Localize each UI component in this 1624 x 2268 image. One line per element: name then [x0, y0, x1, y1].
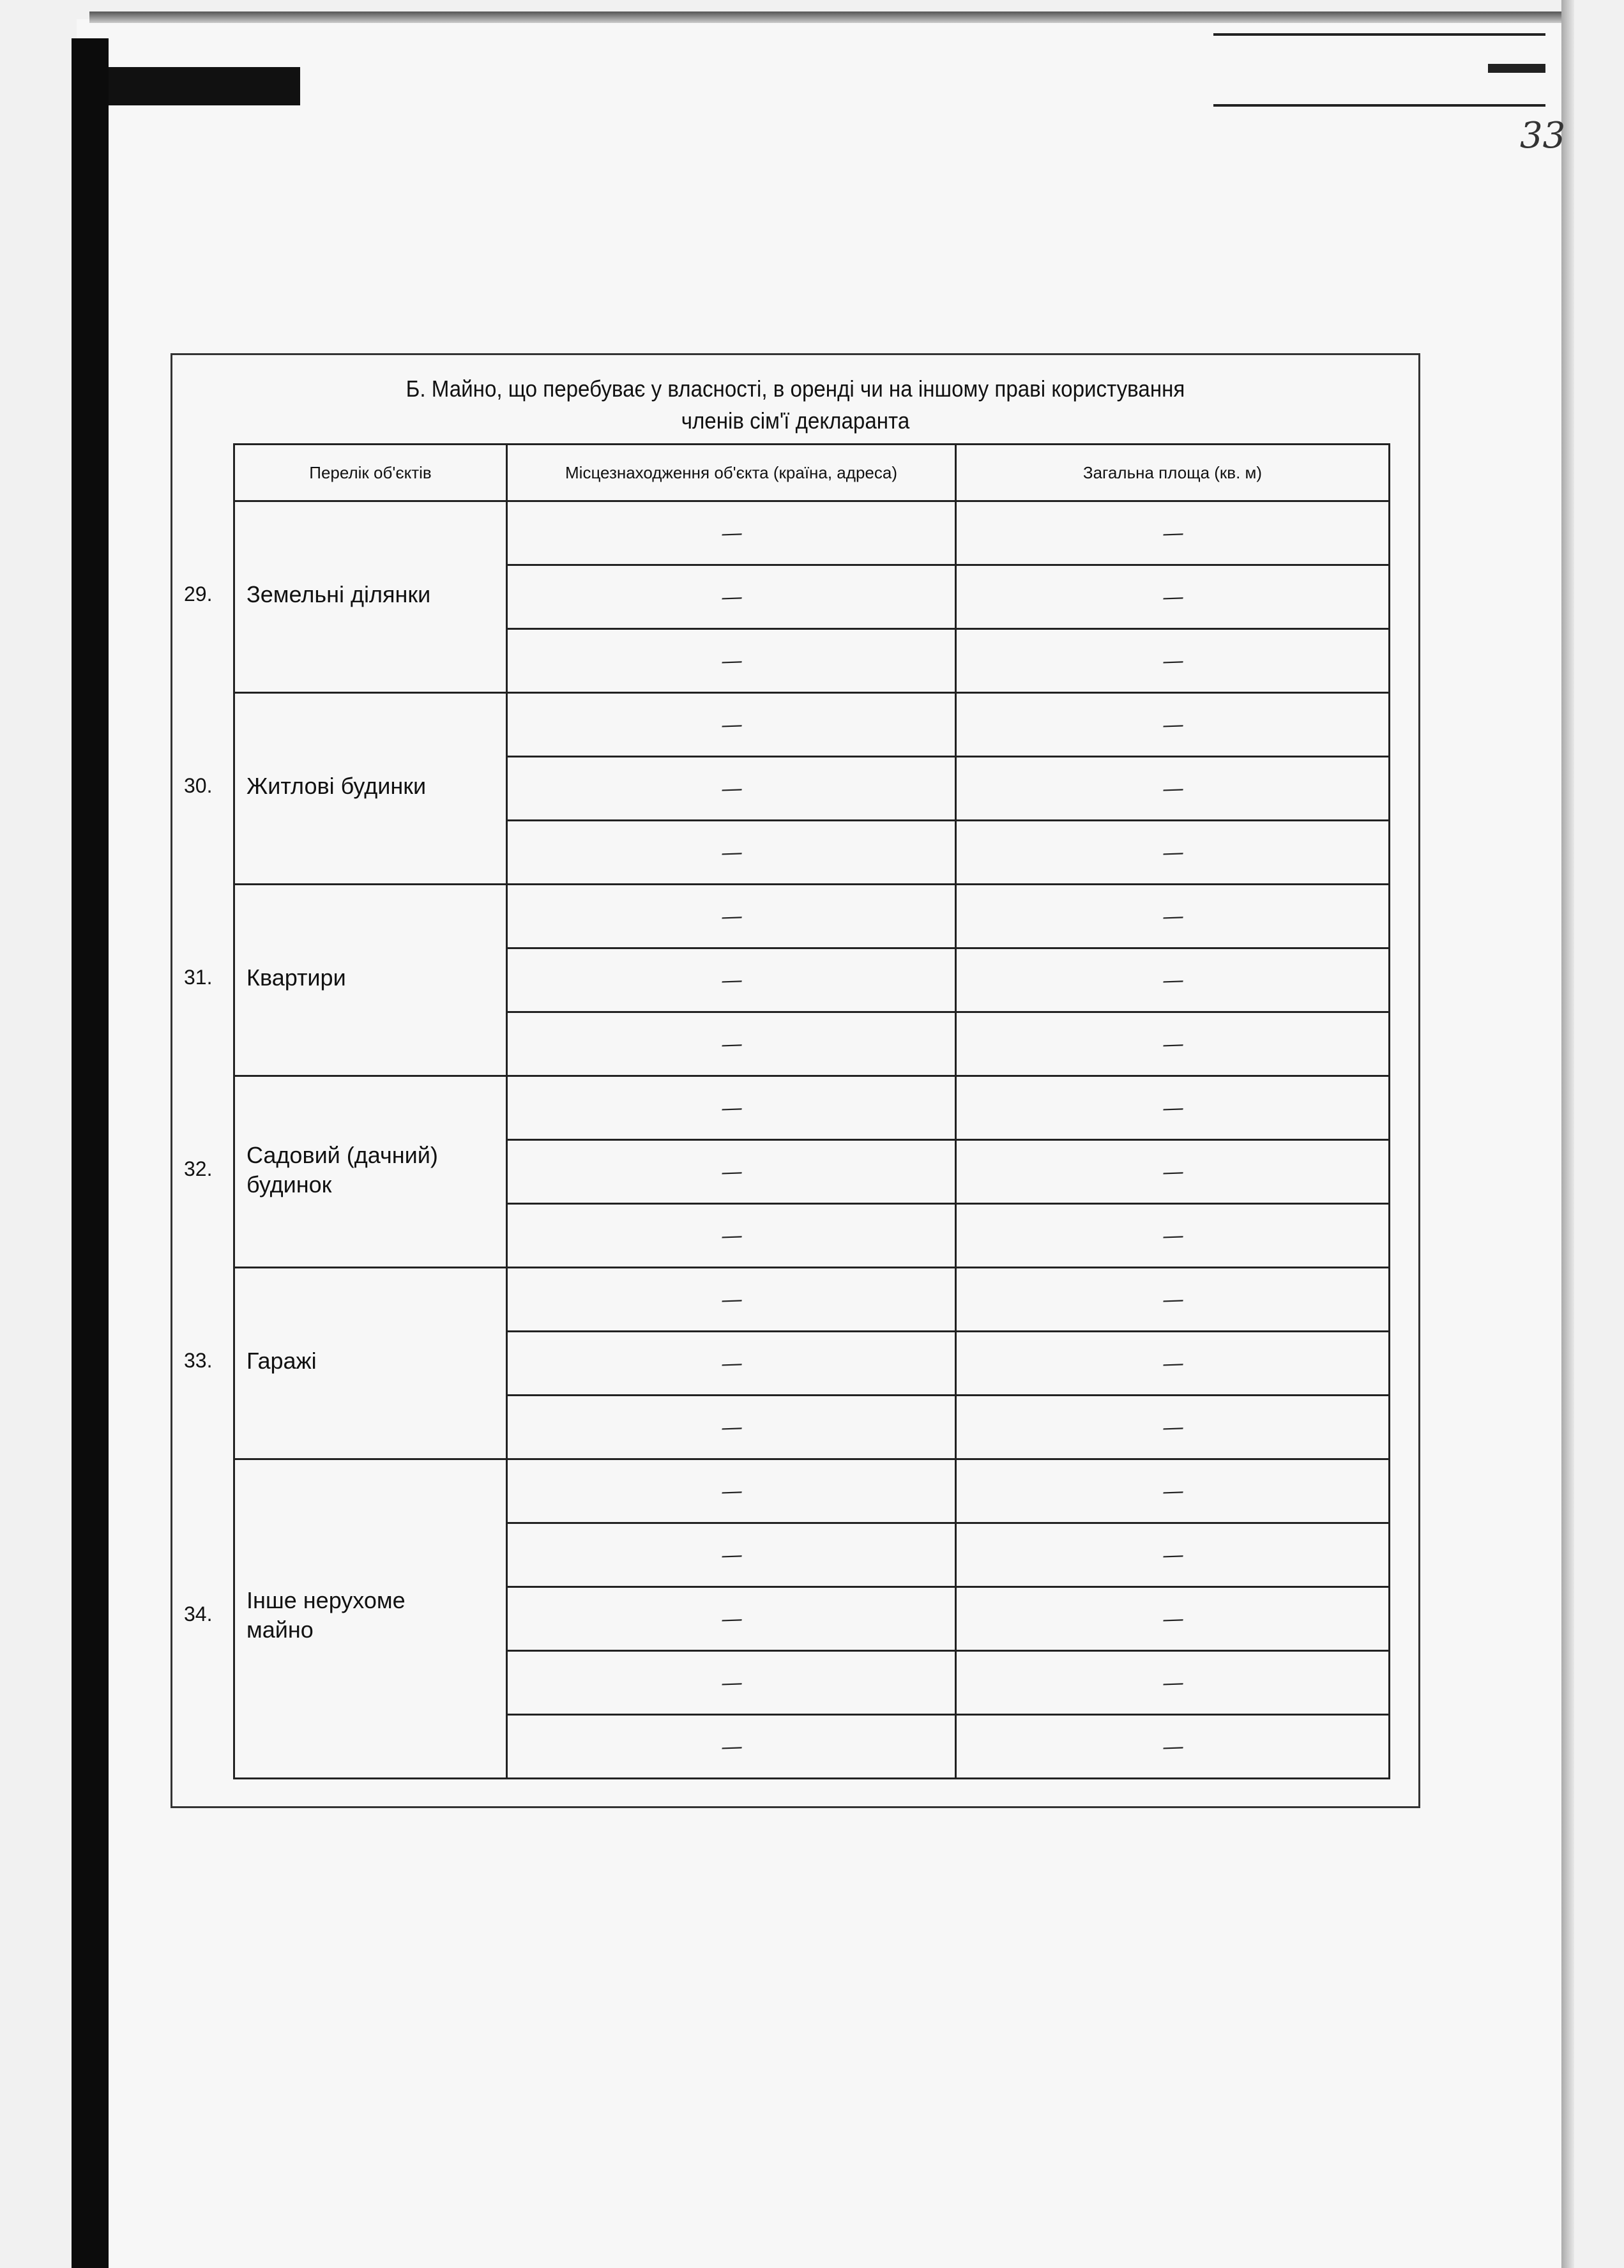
category-cell: [184, 1076, 507, 1268]
area-value: —: [1162, 839, 1183, 866]
area-value: —: [1162, 711, 1183, 738]
section-b-frame: [171, 353, 1420, 1808]
table-header-row: [234, 445, 1390, 501]
location-value: —: [720, 647, 742, 674]
area-cell: [956, 948, 1390, 1012]
area-cell: [956, 501, 1390, 565]
area-cell: [956, 1076, 1390, 1140]
area-value: —: [1162, 1222, 1183, 1249]
page-edge: [1561, 0, 1574, 2268]
top-rule: [1213, 33, 1545, 36]
category-label: Квартири: [247, 964, 346, 991]
location-value: —: [720, 1541, 742, 1569]
area-cell: [956, 565, 1390, 629]
location-value: —: [720, 1477, 742, 1505]
header-objects: Перелік об'єктів: [234, 445, 507, 501]
location-value: —: [720, 839, 742, 866]
table-row: [234, 501, 1390, 565]
top-rule: [1213, 104, 1545, 107]
location-cell: [507, 1396, 956, 1459]
location-cell: [507, 565, 956, 629]
scan-artifact-strip: [72, 38, 109, 2268]
category-label: Садовий (дачний) будинок: [247, 1141, 438, 1198]
category-label: Земельні ділянки: [247, 581, 431, 607]
area-value: —: [1162, 1286, 1183, 1313]
location-cell: [507, 501, 956, 565]
location-value: —: [720, 519, 742, 547]
area-cell: [956, 1459, 1390, 1523]
location-value: —: [720, 1669, 742, 1696]
category-label: Інше нерухоме майно: [247, 1587, 406, 1643]
area-cell: [956, 629, 1390, 693]
table-row: [234, 1268, 1390, 1332]
location-value: —: [720, 1222, 742, 1249]
location-value: —: [720, 1158, 742, 1185]
category-number: 34.: [184, 1602, 213, 1625]
category-number: 30.: [184, 773, 213, 797]
location-value: —: [720, 775, 742, 802]
location-cell: [507, 948, 956, 1012]
location-value: —: [720, 583, 742, 611]
location-cell: [507, 1715, 956, 1779]
table-row: [234, 885, 1390, 948]
location-cell: [507, 885, 956, 948]
location-cell: [507, 1523, 956, 1587]
area-value: —: [1162, 1094, 1183, 1122]
area-value: —: [1162, 1541, 1183, 1569]
location-value: —: [720, 1413, 742, 1441]
area-value: —: [1162, 1350, 1183, 1377]
corner-mark-right: [1488, 64, 1545, 73]
location-cell: [507, 1459, 956, 1523]
corner-mark: [109, 67, 300, 105]
category-number: 29.: [184, 582, 213, 605]
area-cell: [956, 1140, 1390, 1204]
table-row: [234, 1459, 1390, 1523]
area-cell: [956, 757, 1390, 821]
area-value: —: [1162, 1030, 1183, 1058]
location-cell: [507, 821, 956, 885]
area-cell: [956, 1268, 1390, 1332]
area-value: —: [1162, 1477, 1183, 1505]
page-number: 33: [1520, 115, 1566, 156]
area-value: —: [1162, 583, 1183, 611]
section-title-line1: Б. Майно, що перебуває у власності, в оренді чи на іншому праві користування: [406, 376, 1185, 402]
location-value: —: [720, 1030, 742, 1058]
location-value: —: [720, 966, 742, 994]
category-label: Житлові будинки: [247, 772, 427, 799]
area-value: —: [1162, 1669, 1183, 1696]
area-cell: [956, 1651, 1390, 1715]
location-value: —: [720, 1094, 742, 1122]
area-cell: [956, 885, 1390, 948]
property-table: [184, 443, 1390, 1779]
area-value: —: [1162, 1605, 1183, 1633]
category-label: Гаражі: [247, 1347, 317, 1374]
location-cell: [507, 1651, 956, 1715]
location-value: —: [720, 1733, 742, 1760]
location-cell: [507, 1204, 956, 1268]
location-cell: [507, 693, 956, 757]
category-number: 31.: [184, 965, 213, 989]
location-value: —: [720, 711, 742, 738]
category-cell: [184, 501, 507, 693]
location-cell: [507, 1140, 956, 1204]
table-row: [234, 1076, 1390, 1140]
location-cell: [507, 1332, 956, 1396]
location-cell: [507, 1012, 956, 1076]
location-cell: [507, 1268, 956, 1332]
category-number: 33.: [184, 1348, 213, 1372]
area-value: —: [1162, 775, 1183, 802]
area-cell: [956, 1715, 1390, 1779]
table-row: [234, 693, 1390, 757]
header-area: Загальна площа (кв. м): [956, 445, 1390, 501]
area-cell: [956, 1587, 1390, 1651]
area-cell: [956, 693, 1390, 757]
category-cell: [184, 693, 507, 885]
area-value: —: [1162, 519, 1183, 547]
location-value: —: [720, 1286, 742, 1313]
location-cell: [507, 629, 956, 693]
section-title: [222, 373, 1369, 437]
area-value: —: [1162, 1733, 1183, 1760]
area-cell: [956, 1396, 1390, 1459]
location-cell: [507, 757, 956, 821]
area-value: —: [1162, 1158, 1183, 1185]
area-value: —: [1162, 966, 1183, 994]
area-cell: [956, 1523, 1390, 1587]
category-number: 32.: [184, 1157, 213, 1180]
location-cell: [507, 1076, 956, 1140]
location-cell: [507, 1587, 956, 1651]
section-title-line2: членів сім'ї декларанта: [681, 407, 910, 434]
area-value: —: [1162, 1413, 1183, 1441]
scan-shadow: [89, 11, 1571, 23]
area-cell: [956, 1332, 1390, 1396]
header-location: Місцезнаходження об'єкта (країна, адреса): [507, 445, 956, 501]
location-value: —: [720, 1605, 742, 1633]
area-cell: [956, 1012, 1390, 1076]
category-cell: [184, 1268, 507, 1459]
category-cell: [184, 1459, 507, 1779]
area-cell: [956, 1204, 1390, 1268]
area-value: —: [1162, 902, 1183, 930]
location-value: —: [720, 1350, 742, 1377]
area-value: —: [1162, 647, 1183, 674]
category-cell: [184, 885, 507, 1076]
location-value: —: [720, 902, 742, 930]
area-cell: [956, 821, 1390, 885]
